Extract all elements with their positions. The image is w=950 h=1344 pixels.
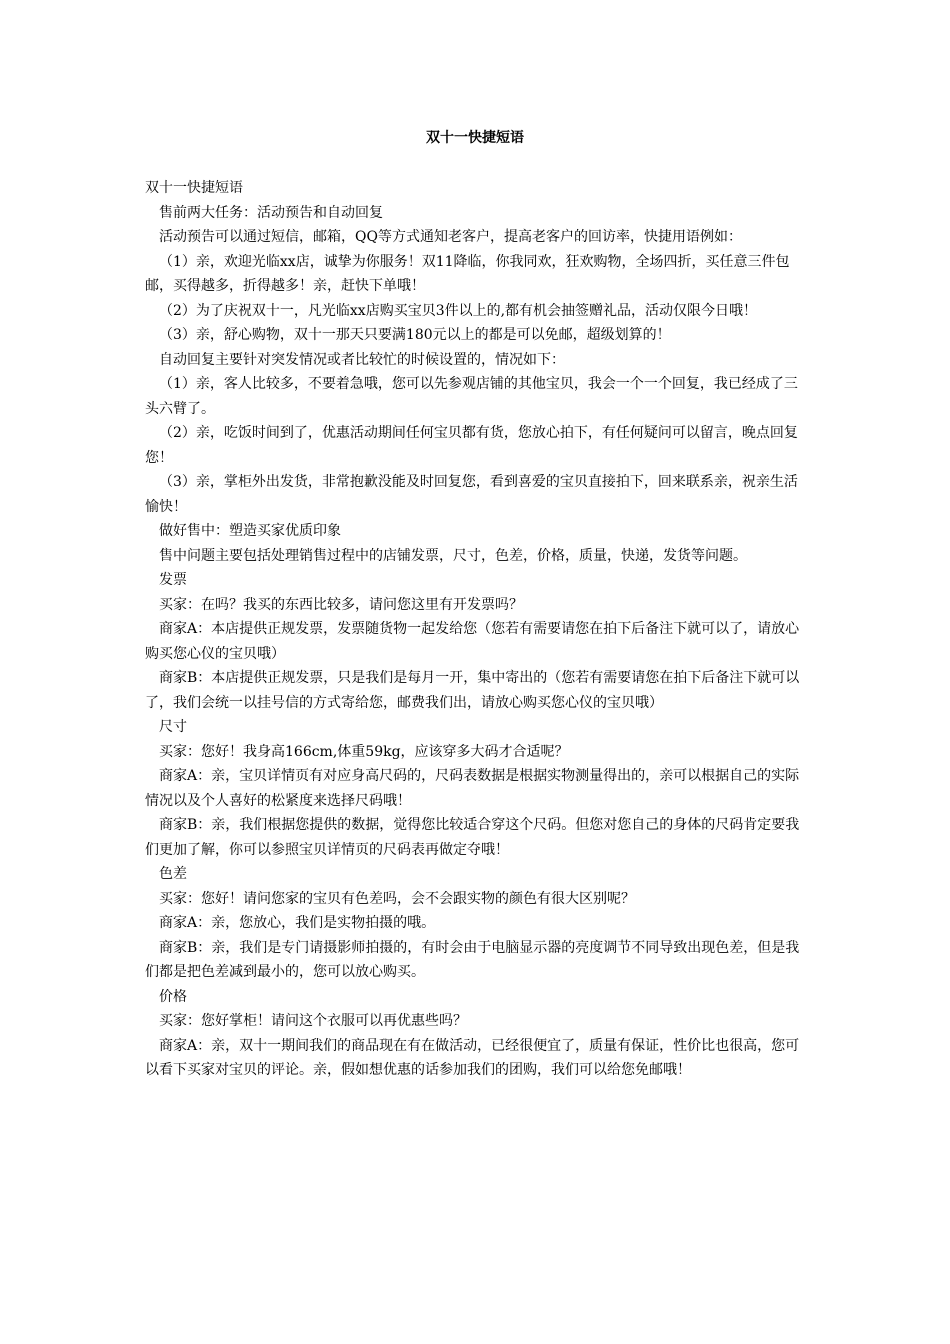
- paragraph: 商家A：亲，宝贝详情页有对应身高尺码的，尺码表数据是根据实物测量得出的，亲可以根据自己的实际情况以及个人喜好的松紧度来选择尺码哦！: [145, 768, 800, 809]
- paragraph: 买家：您好！请问您家的宝贝有色差吗，会不会跟实物的颜色有很大区别呢？: [159, 890, 635, 907]
- paragraph: 做好售中：塑造买家优质印象: [159, 523, 341, 539]
- paragraph: 商家B：本店提供正规发票，只是我们是每月一开，集中寄出的（您若有需要请您在拍下后备注下就可以了，我们会统一以挂号信的方式寄给您，邮费我们出，请放心购买您心仪的宝贝哦）: [145, 670, 800, 711]
- paragraph: （3）亲，掌柜外出发货，非常抱歉没能及时回复您，看到喜爱的宝贝直接拍下，回来联系亲，祝亲生活愉快！: [145, 474, 798, 515]
- paragraph: 自动回复主要针对突发情况或者比较忙的时候设置的，情况如下：: [159, 351, 565, 368]
- paragraph: 活动预告可以通过短信，邮箱，QQ等方式通知老客户，提高老客户的回访率，快捷用语例如：: [159, 229, 742, 245]
- paragraph: 商家A：本店提供正规发票，发票随货物一起发给您（您若有需要请您在拍下后备注下就可以了，请放心购买您心仪的宝贝哦）: [145, 621, 800, 662]
- paragraph: 买家：在吗？我买的东西比较多，请问您这里有开发票吗？: [159, 596, 523, 613]
- paragraph: （1）亲，客人比较多，不要着急哦，您可以先参观店铺的其他宝贝，我会一个一个回复，我已经成了三头六臂了。: [145, 376, 798, 417]
- paragraph: 双十一快捷短语: [145, 180, 243, 196]
- paragraph: 尺寸: [159, 719, 187, 735]
- paragraph: 发票: [159, 572, 187, 588]
- paragraph: 售中问题主要包括处理销售过程中的店铺发票，尺寸，色差，价格，质量，快递，发货等问题。: [159, 547, 747, 564]
- paragraph: 商家A：亲，您放心，我们是实物拍摄的哦。: [159, 915, 436, 931]
- paragraph: 买家：您好掌柜！请问这个衣服可以再优惠些吗？: [159, 1013, 467, 1029]
- paragraph: 色差: [159, 866, 187, 882]
- paragraph: 价格: [159, 988, 187, 1005]
- paragraph: （1）亲，欢迎光临xx店，诚挚为你服务！双11降临，你我同欢，狂欢购物，全场四折，买任意三件包邮，买得越多，折得越多！亲，赶快下单哦！: [145, 253, 790, 294]
- paragraph: 商家A：亲，双十一期间我们的商品现在有在做活动，已经很便宜了，质量有保证，性价比也很高，您可以看下买家对宝贝的评论。亲，假如想优惠的话参加我们的团购，我们可以给您免邮哦！: [145, 1037, 800, 1078]
- paragraph: （3）亲，舒心购物，双十一那天只要满180元以上的都是可以免邮，超级划算的！: [159, 327, 671, 343]
- paragraph: 商家B：亲，我们是专门请摄影师拍摄的，有时会由于电脑显示器的亮度调节不同导致出现色差，但是我们都是把色差减到最小的，您可以放心购买。: [145, 939, 800, 980]
- paragraph: 商家B：亲，我们根据您提供的数据，觉得您比较适合穿这个尺码。但您对您自己的身体的尺码肯定要我们更加了解，你可以参照宝贝详情页的尺码表再做定夺哦！: [145, 817, 800, 858]
- document-body: [145, 176, 811, 1083]
- document-title: 双十一快捷短语: [426, 130, 524, 146]
- paragraph: 买家：您好！我身高166cm,体重59kg，应该穿多大码才合适呢？: [159, 743, 569, 760]
- paragraph: （2）为了庆祝双十一，凡光临xx店购买宝贝3件以上的,都有机会抽签赠礼品，活动仅限今日哦！: [159, 302, 758, 319]
- paragraph: （2）亲，吃饭时间到了，优惠活动期间任何宝贝都有货，您放心拍下，有任何疑问可以留言，晚点回复您！: [145, 425, 798, 466]
- paragraph: 售前两大任务：活动预告和自动回复: [159, 204, 383, 221]
